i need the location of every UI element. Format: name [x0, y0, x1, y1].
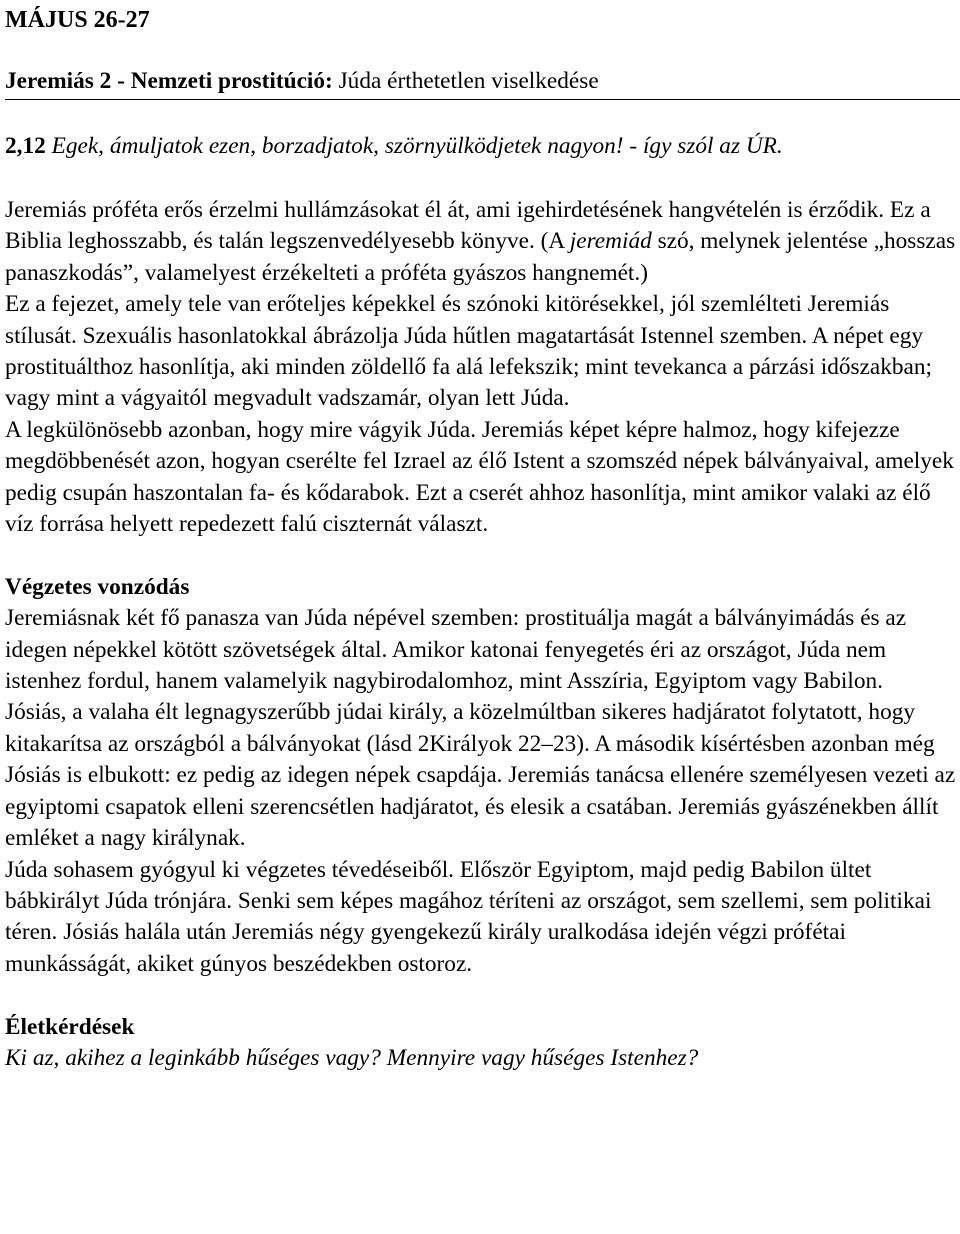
- key-verse: [5, 131, 956, 162]
- intro-italic-term: jeremiád: [569, 228, 652, 255]
- main-text: [5, 195, 956, 1074]
- chapter-reference: Jeremiás 2 - Nemzeti prostitúció:: [5, 68, 333, 94]
- chapter-subtitle: Júda érthetetlen viselkedése: [332, 68, 599, 94]
- intro-text-a: Jeremiás próféta erős érzelmi hullámzásokat él át, ami igehirdetésének hangvételén is érződik. Ez a Biblia leghosszabb, és talán legszenvedélyesebb könyve. (A: [5, 197, 931, 255]
- section1-paragraph-1: Jeremiásnak két fő panasza van Júda népével szemben: prostituálja magát a bálványimádás és az idegen népekkel kötött szövetségek által. Amikor katonai fenyegetés éri az országot, Júda nem istenhez fordul, hanem valamelyik nagybirodalomhoz, mint Asszíria, Egyiptom vagy Babilon.: [5, 605, 907, 695]
- section-spacer: [5, 540, 956, 571]
- intro-paragraph-2: Ez a fejezet, amely tele van erőteljes képekkel és szónoki kitörésekkel, jól szemlélteti Jeremiás stílusát. Szexuális hasonlatokkal ábrázolja Júda hűtlen magatartását Istennel szemben. A népet egy prostituálthoz hasonlítja, aki minden zöldellő fa alá lefekszik; mint tevekanca a párzási időszakban; vagy mint a vágyaitól megvadult vadszamár, olyan lett Júda.: [5, 291, 933, 412]
- intro-paragraph-3: A legkülönösebb azonban, hogy mire vágyik Júda. Jeremiás képet képre halmoz, hogy kifejezze megdöbbenését azon, hogyan cserélte fel Izrael az élő Istent a szomszéd népek bálványaival, amelyek pedig csupán haszontalan fa- és kődarabok. Ezt a cserét ahhoz hasonlítja, mint amikor valaki az élő víz forrása helyett repedezett falú ciszternát választ.: [5, 416, 954, 538]
- section-heading-fatal-attraction: Végzetes vonzódás: [5, 573, 190, 600]
- intro-text-b: szó, melynek jelentése „hosszas panaszkodás”, valamelyest érzékelteti a próféta gyászos hangnemét.): [5, 228, 956, 286]
- section-heading-life-questions: Életkérdések: [5, 1013, 135, 1040]
- verse-reference: 2,12: [5, 133, 46, 159]
- date-heading: MÁJUS 26-27: [5, 7, 150, 33]
- verse-text: Egek, ámuljatok ezen, borzadjatok, szörnyülködjetek nagyon! - így szól az ÚR.: [45, 133, 783, 159]
- section1-paragraph-3: Júda sohasem gyógyul ki végzetes tévedéseiből. Először Egyiptom, majd pedig Babilon ültet bábkirályt Júda trónjára. Senki sem képes magához téríteni az országot, sem szellemi, sem politikai téren. Jósiás halála után Jeremiás négy gyengekezű király uralkodása idején végzi prófétai munkásságát, akiket gúnyos beszédekben ostoroz.: [5, 856, 932, 977]
- chapter-title: [5, 66, 960, 100]
- section-spacer: [5, 980, 956, 1011]
- intro-paragraph-1: [5, 195, 956, 289]
- section1-paragraph-2: Jósiás, a valaha élt legnagyszerűbb júdai király, a közelmúltban sikeres hadjáratot folytatott, hogy kitakarítsa az országból a bálványokat (lásd 2Királyok 22–23). A második kísértésben azonban még Jósiás is elbukott: ez pedig az idegen népek csapdája. Jeremiás tanácsa ellenére személyesen vezeti az egyiptomi csapatok elleni szerencsétlen hadjáratot, és elesik a csatában. Jeremiás gyászénekben állít emléket a nagy királynak.: [5, 699, 956, 852]
- life-question: Ki az, akihez a leginkább hűséges vagy? Mennyire vagy hűséges Istenhez?: [5, 1044, 699, 1071]
